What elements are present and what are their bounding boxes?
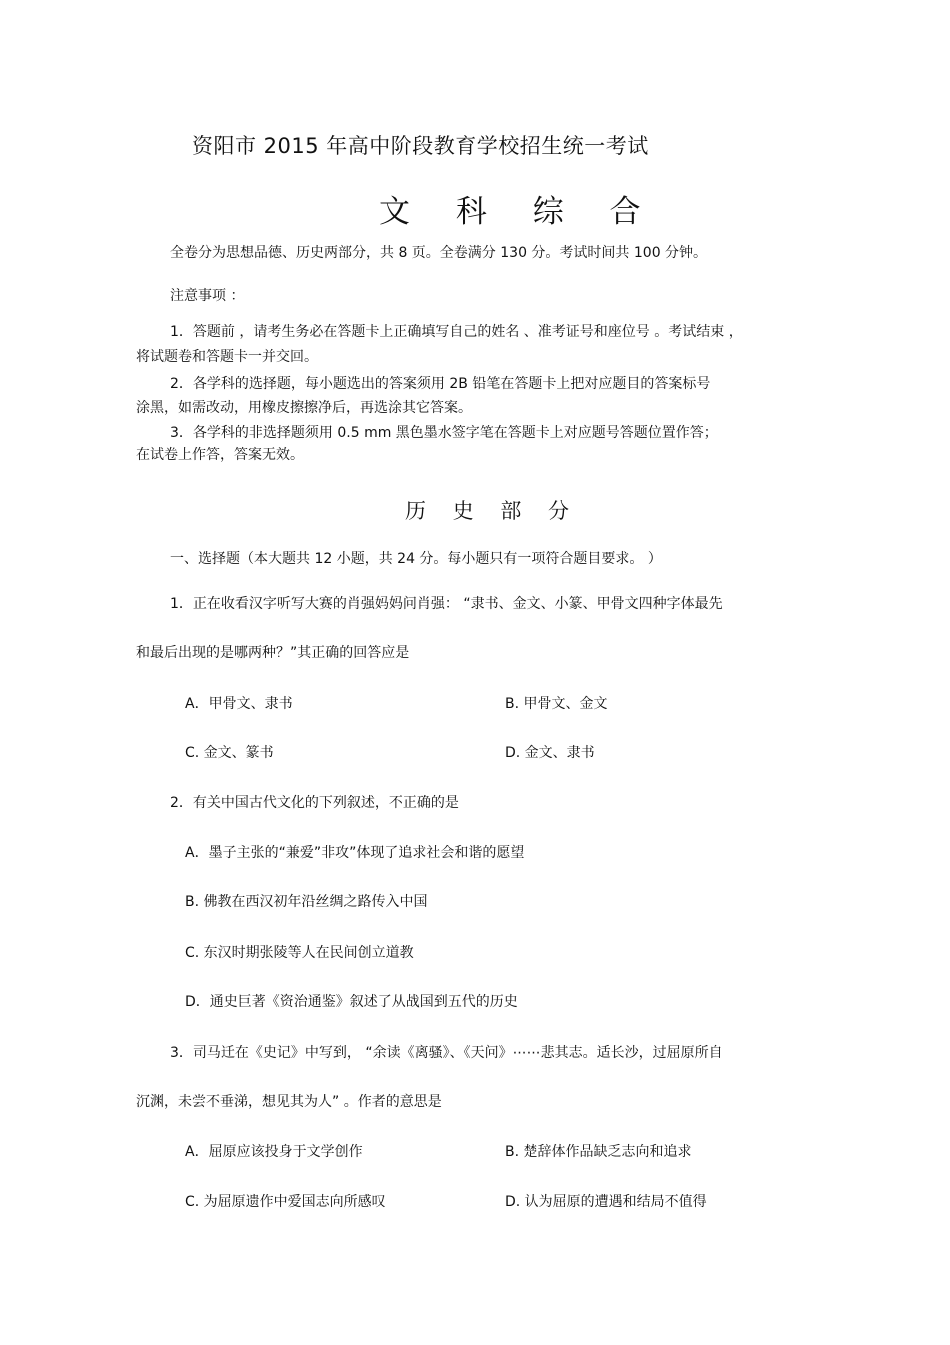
- question-1-line2: 和最后出现的是哪两种？”其正确的回答应是: [136, 645, 410, 661]
- question-1-option-a: A．甲骨文、隶书: [185, 696, 293, 712]
- exam-title: 资阳市 2015 年高中阶段教育学校招生统一考试: [192, 134, 649, 158]
- notice-3-line1: 3．各学科的非选择题须用 0.5 mm 黑色墨水签字笔在答题卡上对应题号答题位置作答；: [170, 425, 718, 441]
- exam-subtitle: 文 科 综 合: [379, 194, 659, 230]
- question-1-option-c: C. 金文、篆书: [185, 745, 274, 761]
- question-3-line2: 沉渊，未尝不垂涕，想见其为人” 。作者的意思是: [136, 1094, 442, 1110]
- question-2-option-c: C. 东汉时期张陵等人在民间创立道教: [185, 945, 414, 961]
- notice-1-line1: 1．答题前 ，请考生务必在答题卡上正确填写自己的姓名 、准考证号和座位号 。考试结束 ，: [170, 324, 743, 340]
- question-1-option-d: D. 金文、隶书: [505, 745, 595, 761]
- question-3-line1: 3．司马迁在《史记》中写到， “余读《离骚》、《天问》⋯⋯悲其志。适长沙，过屈原所自: [170, 1045, 723, 1061]
- notice-1-line2: 将试题卷和答题卡一并交回。: [136, 349, 318, 365]
- question-3-option-d: D. 认为屈原的遭遇和结局不值得: [505, 1194, 707, 1210]
- notice-title: 注意事项 ：: [170, 288, 245, 304]
- notice-2-line1: 2．各学科的选择题，每小题选出的答案须用 2B 铅笔在答题卡上把对应题目的答案标号: [170, 376, 711, 392]
- history-section-title: 历 史 部 分: [405, 499, 580, 523]
- question-3-option-a: A．屈原应该投身于文学创作: [185, 1144, 363, 1160]
- question-3-option-c: C. 为屈原遗作中爱国志向所感叹: [185, 1194, 386, 1210]
- question-2-option-b: B. 佛教在西汉初年沿丝绸之路传入中国: [185, 894, 428, 910]
- question-3-option-b: B. 楚辞体作品缺乏志向和追求: [505, 1144, 692, 1160]
- question-2-option-d: D．通史巨著《资治通鉴》叙述了从战国到五代的历史: [185, 994, 518, 1010]
- question-1-line1: 1．正在收看汉字听写大赛的肖强妈妈问肖强： “隶书、金文、小篆、甲骨文四种字体最先: [170, 596, 723, 612]
- part-heading: 一、选择题（本大题共 12 小题，共 24 分。每小题只有一项符合题目要求。 ）: [170, 551, 662, 567]
- question-2-line1: 2．有关中国古代文化的下列叙述，不正确的是: [170, 795, 459, 811]
- question-1-option-b: B. 甲骨文、金文: [505, 696, 608, 712]
- question-2-option-a: A．墨子主张的“兼爱”非攻”体现了追求社会和谐的愿望: [185, 845, 525, 861]
- notice-3-line2: 在试卷上作答，答案无效。: [136, 447, 304, 463]
- notice-2-line2: 涂黑，如需改动，用橡皮擦擦净后，再选涂其它答案。: [136, 400, 472, 416]
- exam-summary: 全卷分为思想品德、历史两部分，共 8 页。全卷满分 130 分。考试时间共 100 分钟。: [170, 245, 708, 261]
